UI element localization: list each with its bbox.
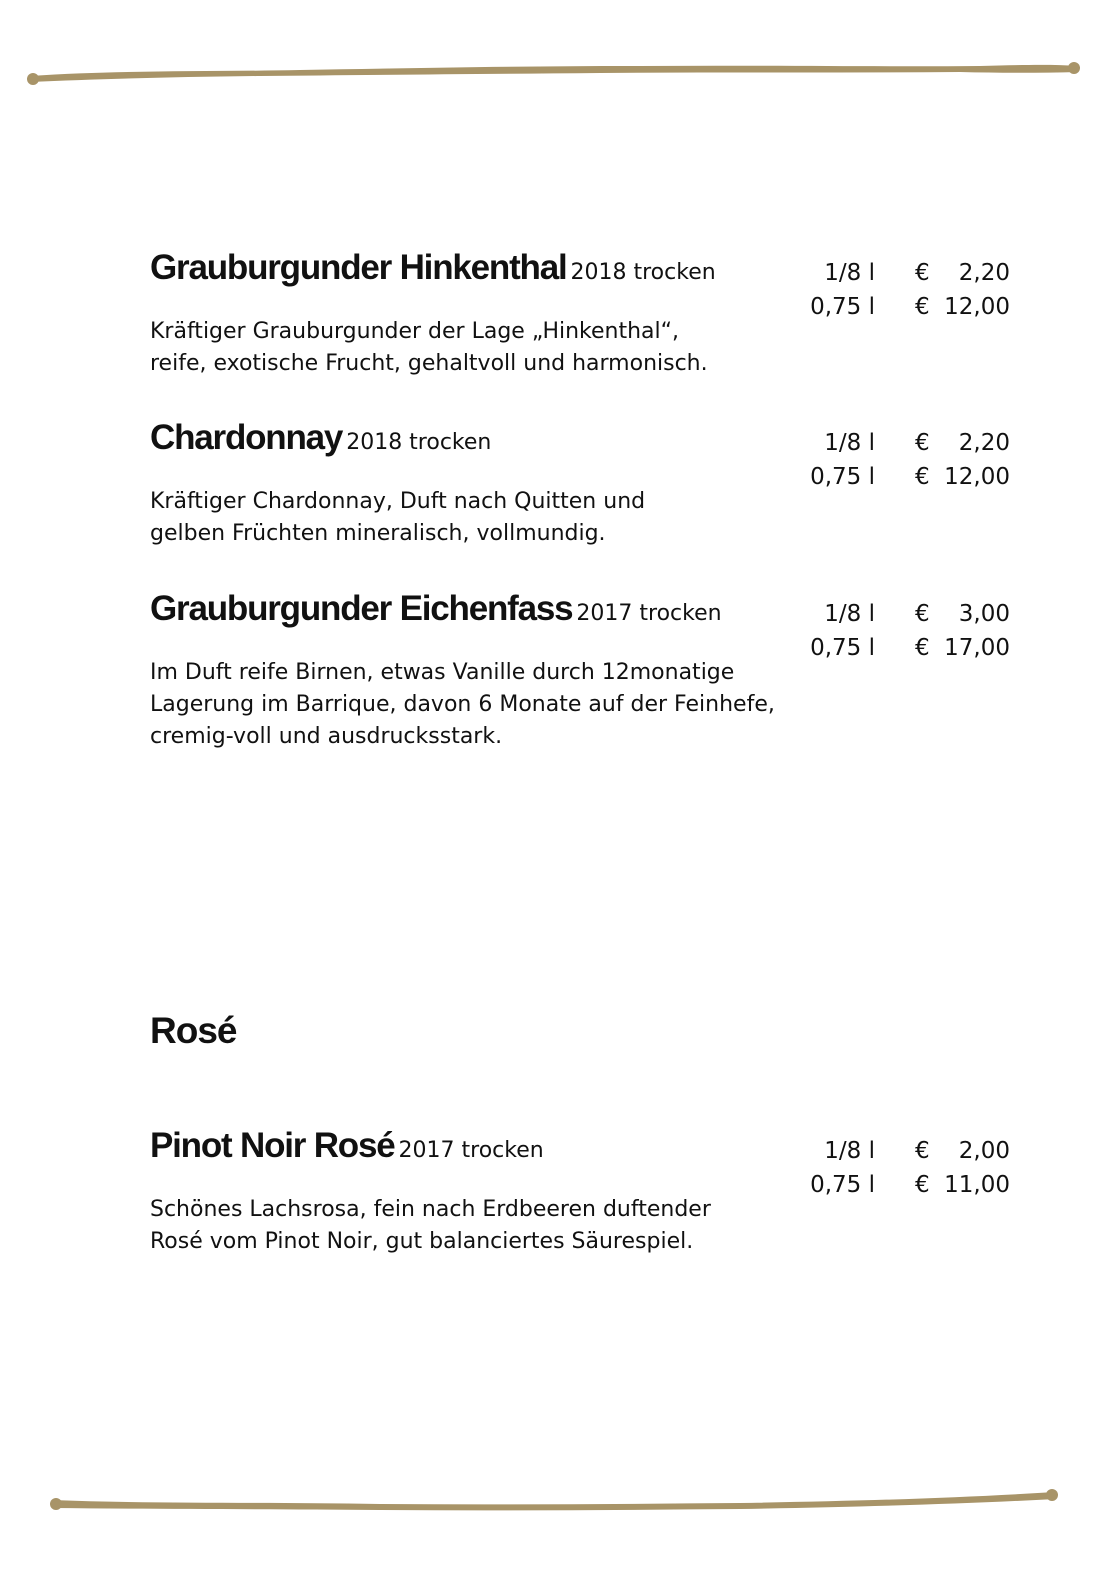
price-amount: 17,00 bbox=[944, 635, 1010, 661]
wine-name: Pinot Noir Rosé bbox=[150, 1126, 395, 1165]
price-currency: € bbox=[915, 294, 930, 320]
price-row bbox=[770, 430, 1010, 464]
wine-description bbox=[150, 657, 830, 753]
wine-title-line bbox=[150, 1126, 544, 1166]
wine-name: Grauburgunder Hinkenthal bbox=[150, 248, 567, 287]
wine-description bbox=[150, 316, 830, 380]
price-amount: 12,00 bbox=[944, 464, 1010, 490]
price-currency: € bbox=[915, 635, 930, 661]
price-currency: € bbox=[915, 1172, 930, 1198]
price-currency: € bbox=[915, 1138, 930, 1164]
bottom-brush-end-left bbox=[50, 1498, 62, 1510]
price-volume: 0,75 l bbox=[810, 294, 875, 320]
wine-entry bbox=[150, 589, 1030, 759]
description-line: cremig-voll und ausdrucksstark. bbox=[150, 724, 503, 749]
price-volume: 0,75 l bbox=[810, 1172, 875, 1198]
price-volume: 0,75 l bbox=[810, 635, 875, 661]
price-currency: € bbox=[915, 260, 930, 286]
description-line: Im Duft reife Birnen, etwas Vanille durch 12monatige bbox=[150, 660, 735, 685]
wine-vintage: 2018 trocken bbox=[346, 430, 492, 455]
price-amount: 11,00 bbox=[944, 1172, 1010, 1198]
wine-entry bbox=[150, 1126, 1030, 1266]
wine-title-line bbox=[150, 248, 716, 288]
wine-name: Grauburgunder Eichenfass bbox=[150, 589, 573, 628]
section-heading-rose: Rosé bbox=[150, 1010, 237, 1051]
wine-entry bbox=[150, 248, 1030, 388]
price-currency: € bbox=[915, 430, 930, 456]
price-amount: 2,20 bbox=[958, 260, 1010, 286]
wine-vintage: 2017 trocken bbox=[576, 601, 722, 626]
bottom-brush-shape bbox=[52, 1492, 1056, 1510]
price-volume: 1/8 l bbox=[824, 1138, 875, 1164]
description-line: Rosé vom Pinot Noir, gut balanciertes Säurespiel. bbox=[150, 1229, 694, 1254]
price-currency: € bbox=[915, 464, 930, 490]
top-brush-stroke bbox=[0, 48, 1107, 88]
wine-description bbox=[150, 1194, 830, 1258]
description-line: reife, exotische Frucht, gehaltvoll und harmonisch. bbox=[150, 351, 708, 376]
wine-title-line bbox=[150, 589, 722, 629]
bottom-brush-stroke bbox=[0, 1484, 1107, 1524]
description-line: Schönes Lachsrosa, fein nach Erdbeeren duftender bbox=[150, 1197, 711, 1222]
top-brush-end-right bbox=[1068, 62, 1080, 74]
description-line: gelben Früchten mineralisch, vollmundig. bbox=[150, 521, 606, 546]
price-row bbox=[770, 1138, 1010, 1172]
top-brush-shape bbox=[30, 65, 1078, 82]
wine-description bbox=[150, 486, 830, 550]
price-volume: 1/8 l bbox=[824, 430, 875, 456]
wine-entry bbox=[150, 418, 1030, 558]
price-volume: 0,75 l bbox=[810, 464, 875, 490]
top-brush-end-left bbox=[27, 73, 39, 85]
price-row bbox=[770, 601, 1010, 635]
description-line: Lagerung im Barrique, davon 6 Monate auf der Feinhefe, bbox=[150, 692, 775, 717]
price-amount: 2,00 bbox=[958, 1138, 1010, 1164]
price-currency: € bbox=[915, 601, 930, 627]
wine-vintage: 2017 trocken bbox=[398, 1138, 544, 1163]
wine-name: Chardonnay bbox=[150, 418, 343, 457]
price-amount: 12,00 bbox=[944, 294, 1010, 320]
description-line: Kräftiger Grauburgunder der Lage „Hinkenthal“, bbox=[150, 319, 680, 344]
price-row bbox=[770, 260, 1010, 294]
price-amount: 3,00 bbox=[958, 601, 1010, 627]
price-volume: 1/8 l bbox=[824, 260, 875, 286]
wine-title-line bbox=[150, 418, 491, 458]
description-line: Kräftiger Chardonnay, Duft nach Quitten und bbox=[150, 489, 646, 514]
bottom-brush-end-right bbox=[1046, 1489, 1058, 1501]
price-amount: 2,20 bbox=[958, 430, 1010, 456]
price-volume: 1/8 l bbox=[824, 601, 875, 627]
wine-vintage: 2018 trocken bbox=[570, 260, 716, 285]
